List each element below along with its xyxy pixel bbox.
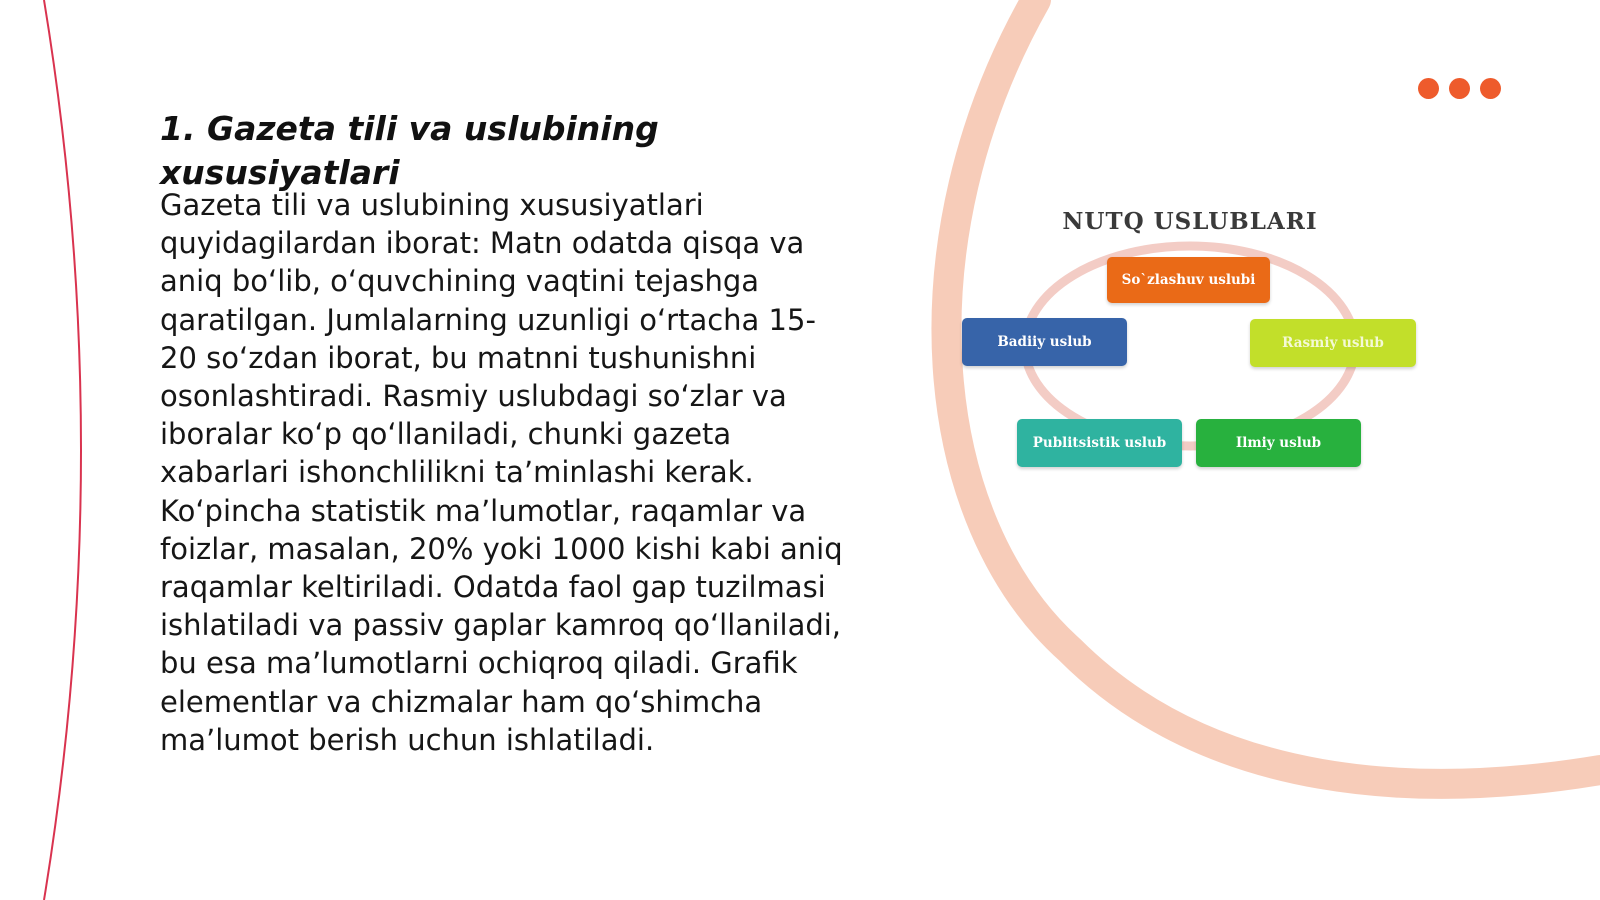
diagram-box-sozlashuv: So`zlashuv uslubi [1107, 257, 1270, 303]
diagram-title: NUTQ USLUBLARI [1062, 208, 1318, 235]
dot-icon [1480, 78, 1501, 99]
slide-title: 1. Gazeta tili va uslubining xususiyatlari [160, 109, 659, 192]
dot-icon [1449, 78, 1470, 99]
dot-icon [1418, 78, 1439, 99]
left-curve-line [44, 0, 81, 900]
diagram-box-ilmiy: Ilmiy uslub [1196, 419, 1361, 467]
diagram-box-badiiy: Badiiy uslub [962, 318, 1127, 366]
diagram-box-rasmiy: Rasmiy uslub [1250, 319, 1416, 367]
nutq-uslublari-diagram [940, 198, 1440, 488]
slide-body-text: Gazeta tili va uslubining xususiyatlari quyidagilardan iborat: Matn odatda qisqa va aniq bo‘lib, o‘quvchining vaqtini tejashga qaratilgan. Jumlalarning uzunligi o‘rtacha 15-20 so‘zdan iborat, bu matnni tushunishni osonlashtiradi. Rasmiy uslubdagi so‘zlar va iboralar ko‘p qo‘llaniladi, chunki gazeta xabarlari ishonchlilikni ta’minlashi kerak. Ko‘pincha statistik ma’lumotlar, raqamlar va foizlar, masalan, 20% yoki 1000 kishi kabi aniq raqamlar keltiriladi. Odatda faol gap tuzilmasi ishlatiladi va passiv gaplar kamroq qo‘llaniladi, bu esa ma’lumotlarni ochiqroq qiladi. Grafik elementlar va chizmalar ham qo‘shimcha ma’lumot berish uchun ishlatiladi. [160, 188, 843, 757]
slide-dots-decoration [1418, 78, 1501, 99]
diagram-box-publitsistik: Publitsistik uslub [1017, 419, 1182, 467]
